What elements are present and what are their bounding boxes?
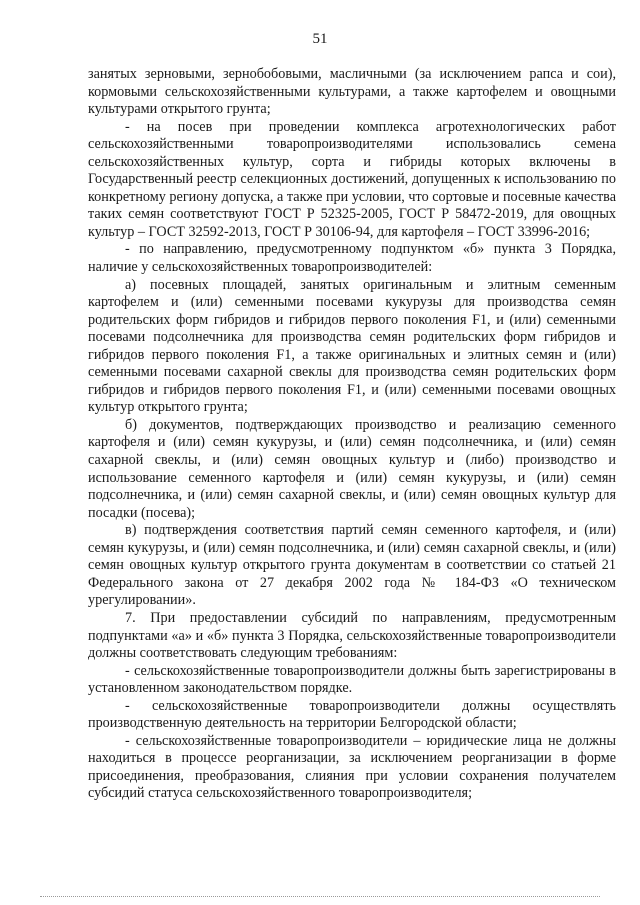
paragraph-item-b: б) документов, подтверждающих производство и реализацию семенного картофеля и (или) семян кукурузы, и (или) семян подсолнечника, и (или) семян сахарной свеклы, и (или) семян овощных культур и (либо) производство и использование семенного картофеля и (или) семян кукурузы, и (или) семян подсолнечника, и (или) семян сахарной свеклы, и (или) семян овощных культур для посадки (посева);: [88, 416, 616, 521]
scan-edge-artifact: [40, 896, 600, 900]
paragraph-item-v: в) подтверждения соответствия партий семян семенного картофеля, и (или) семян кукурузы, и (или) семян подсолнечника, и (или) семян сахарной свеклы, и (или) семян овощных культур открытого грунта документам в соответствии со статьей 21 Федерального закона от 27 декабря 2002 года № 184-ФЗ «О техническом урегулировании».: [88, 522, 616, 609]
paragraph-requirement-territory: - сельскохозяйственные товаропроизводители должны осуществлять производственную деятельность на территории Белгородской области;: [88, 697, 616, 732]
paragraph-continuation: занятых зерновыми, зернобобовыми, масличными (за исключением рапса и сои), кормовыми сельскохозяйственными культурами, а также картофелем и овощными культурами открытого грунта;: [88, 66, 616, 118]
document-body: [88, 66, 616, 803]
paragraph-clause-7: 7. При предоставлении субсидий по направлениям, предусмотренным подпунктами «а» и «б» пункта 3 Порядка, сельскохозяйственные товаропроизводители должны соответствовать следующим требованиям:: [88, 609, 616, 662]
paragraph-requirement-reorganization: - сельскохозяйственные товаропроизводители – юридические лица не должны находиться в процессе реорганизации, за исключением реорганизации в форме присоединения, преобразования, слияния при условии сохранения получателем субсидий статуса сельскохозяйственного товаропроизводителя;: [88, 732, 616, 802]
paragraph-requirement-registration: - сельскохозяйственные товаропроизводители должны быть зарегистрированы в установленном законодательством порядке.: [88, 662, 616, 697]
paragraph-seed-quality-requirement: - на посев при проведении комплекса агротехнологических работ сельскохозяйственными товаропроизводителями использовались семена сельскохозяйственных культур, сорта и гибриды которых включены в Государственный реестр селекционных достижений, допущенных к использованию по конкретному региону допуска, а также при условии, что сортовые и посевные качества таких семян соответствуют ГОСТ Р 52325-2005, ГОСТ Р 58472-2019, для овощных культур – ГОСТ 32592-2013, ГОСТ Р 30106-94, для картофеля – ГОСТ 33996-2016;: [88, 118, 616, 240]
paragraph-item-a: а) посевных площадей, занятых оригинальным и элитным семенным картофелем и (или) семенными посевами кукурузы для производства семян родительских форм гибридов и гибридов первого поколения F1, и (или) семенными посевами подсолнечника для производства семян родительских форм гибридов и гибридов первого поколения F1, а также оригинальных и элитных семян и (или) семенными посевами сахарной свеклы для производства семян родительских форм гибридов и гибридов первого поколения F1, и (или) семенными посевами овощных культур открытого грунта;: [88, 276, 616, 416]
paragraph-direction-b: - по направлению, предусмотренному подпунктом «б» пункта 3 Порядка, наличие у сельскохозяйственных товаропроизводителей:: [88, 241, 616, 276]
page-number: 51: [312, 31, 328, 47]
